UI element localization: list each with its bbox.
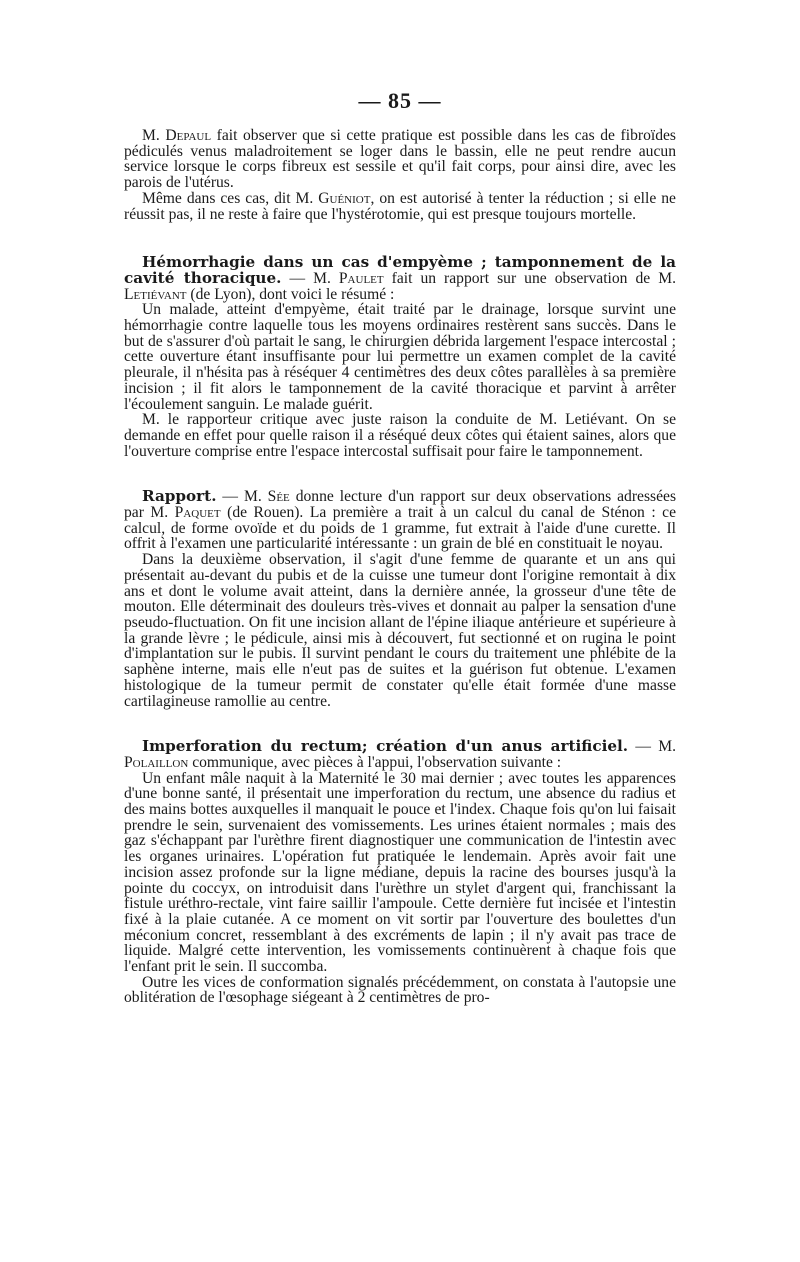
paragraph-text: on est autorisé à tenter la réduction ; si elle ne réussit pas, il ne reste à faire que l'hystérotomie, qui est presque toujours mortelle.: [124, 189, 676, 223]
author-name: M. Sée: [243, 488, 290, 506]
spacer: [124, 459, 676, 489]
section-empyeme: [124, 255, 676, 459]
section-rectum: [124, 739, 676, 1006]
paragraph-text: fait un rapport sur une observation de: [391, 269, 651, 287]
author-name: M. Polaillon: [124, 738, 676, 771]
paragraph: Dans la deuxième observation, il s'agit d'une femme de quarante et un ans qui présentait au-devant du pubis et de la cuisse une tumeur dont l'origine remontait à dix ans et dont le volume avait atteint, dans la dernière année, la grosseur d'une tête de mouton. Elle déterminait des douleurs très-vives et donnait au palper la sensation d'une pseudo-fluctuation. On fit une incision allant de l'épine iliaque antérieure et supérieure à la grande lèvre ; le pédicule, ainsi mis à découvert, fut sectionné et on rugina le point d'implantation sur le pubis. Il survint pendant le cours du traitement une phlébite de la saphène interne, mais elle n'eut pas de suites et la guérison fut obtenue. L'examen histologique de la tumeur permit de constater qu'elle était formée d'une masse cartilagineuse ramollie au centre.: [124, 551, 676, 710]
section-intro: [124, 255, 676, 302]
dash: —: [222, 488, 239, 506]
dash: —: [635, 738, 651, 756]
paragraph: Outre les vices de conformation signalés précédemment, on constata à l'autopsie une oblitération de l'œsophage siégeant à 2 centimètres de pro-: [124, 973, 676, 1007]
section-rapport: [124, 489, 676, 709]
paragraph: M. le rapporteur critique avec juste raison la conduite de M. Letiévant. On se demande en effet pour quelle raison il a réséqué deux côtes qui étaient saines, alors que l'ouverture comprise entre l'espace intercostal suffisait pour faire le tamponnement.: [124, 411, 676, 460]
paragraph: Un enfant mâle naquit à la Maternité le 30 mai dernier ; avec toutes les apparences d'une bonne santé, il présentait une imperforation du rectum, une absence du radius et des mains bottes auxquelles il manquait le pouce et l'index. Chaque fois qu'on lui faisait prendre le sein, survenaient des vomissements. Les urines étaient normales ; mais des gaz s'échappant par l'urèthre firent diagnostiquer une communication de l'intestin avec les organes urinaires. L'opération fut pratiquée le lendemain. Après avoir fait une incision assez profonde sur la ligne médiane, depuis la racine des bourses jusqu'à la pointe du coccyx, on introduisit dans l'urèthre un stylet d'argent qui, franchissant la fistule uréthro-rectale, vint faire saillir l'ampoule. Cette dernière fut incisée et l'intestin fixé à la plaie cutanée. A ce moment on vit sortir par l'ouverture des boulettes d'un méconium concret, ressemblant à des excréments de lapin ; il n'y avait pas trace de liquide. Malgré cette intervention, les vomissements continuèrent à chaque fois que l'enfant prit le sein. Il succomba.: [124, 769, 676, 976]
author-name: M. Paquet: [150, 504, 221, 522]
paragraph-text: (de Rouen). La première a trait à un calcul du canal de Sténon : ce calcul, de forme ovoïde et du poids de 1 gramme, fut extrait à l'aide d'une curette. Il offrit à l'examen une particularité intéressante : un grain de blé en constituait le noyau.: [124, 504, 677, 553]
paragraph-text: (de Lyon), dont voici le résumé :: [190, 285, 395, 303]
section-depaul: [124, 128, 676, 222]
section-heading: Imperforation du rectum; création d'un anus artificiel.: [142, 737, 629, 756]
page-number: — 85 —: [358, 88, 442, 113]
paragraph: Un malade, atteint d'empyème, était traité par le drainage, lorsque survint une hémorrhagie contre laquelle tous les moyens ordinaires restèrent sans succès. Dans le but de s'assurer d'où partait le sang, le chirurgien débrida largement l'espace intercostal ; cette ouverture étant insuffisante pour lui permettre un examen complet de la cavité pleurale, il n'hésita pas à réséquer 4 centimètres des deux côtes parallèles à sa première incision ; il fit alors le tamponnement de la cavité thoracique et parvint à arrêter l'écoulement sanguin. Le malade guérit.: [124, 301, 676, 413]
dash: —: [289, 269, 306, 287]
section-heading: Rapport.: [142, 487, 217, 506]
author-name: M. Depaul: [142, 127, 212, 144]
author-name: M. Letiévant: [124, 269, 677, 303]
paragraph-text: communique, avec pièces à l'appui, l'observation suivante :: [192, 753, 562, 771]
author-name: M. Guéniot,: [295, 189, 375, 207]
paragraph: [124, 191, 676, 222]
paragraph-text: fait observer que si cette pratique est possible dans les cas de fibroïdes pédiculés venus maladroitement se loger dans le bassin, elle ne peut rendre aucun service lorsque le corps fibreux est sessile et qu'il fait corps, pour ainsi dire, avec les parois de l'utérus.: [124, 127, 676, 192]
section-intro: [124, 739, 676, 770]
paragraph: [124, 128, 676, 191]
paragraph-text: donne lecture d'un rapport sur deux observations adressées par: [124, 488, 677, 522]
section-intro: [124, 489, 676, 552]
spacer: [124, 709, 676, 739]
author-name: M. Paulet: [313, 269, 384, 287]
paragraph-text: Même dans ces cas, dit: [142, 189, 291, 207]
spacer: [124, 222, 676, 255]
section-heading: Hémorrhagie dans un cas d'empyème ; tamponnement de la cavité thoracique.: [124, 253, 676, 287]
